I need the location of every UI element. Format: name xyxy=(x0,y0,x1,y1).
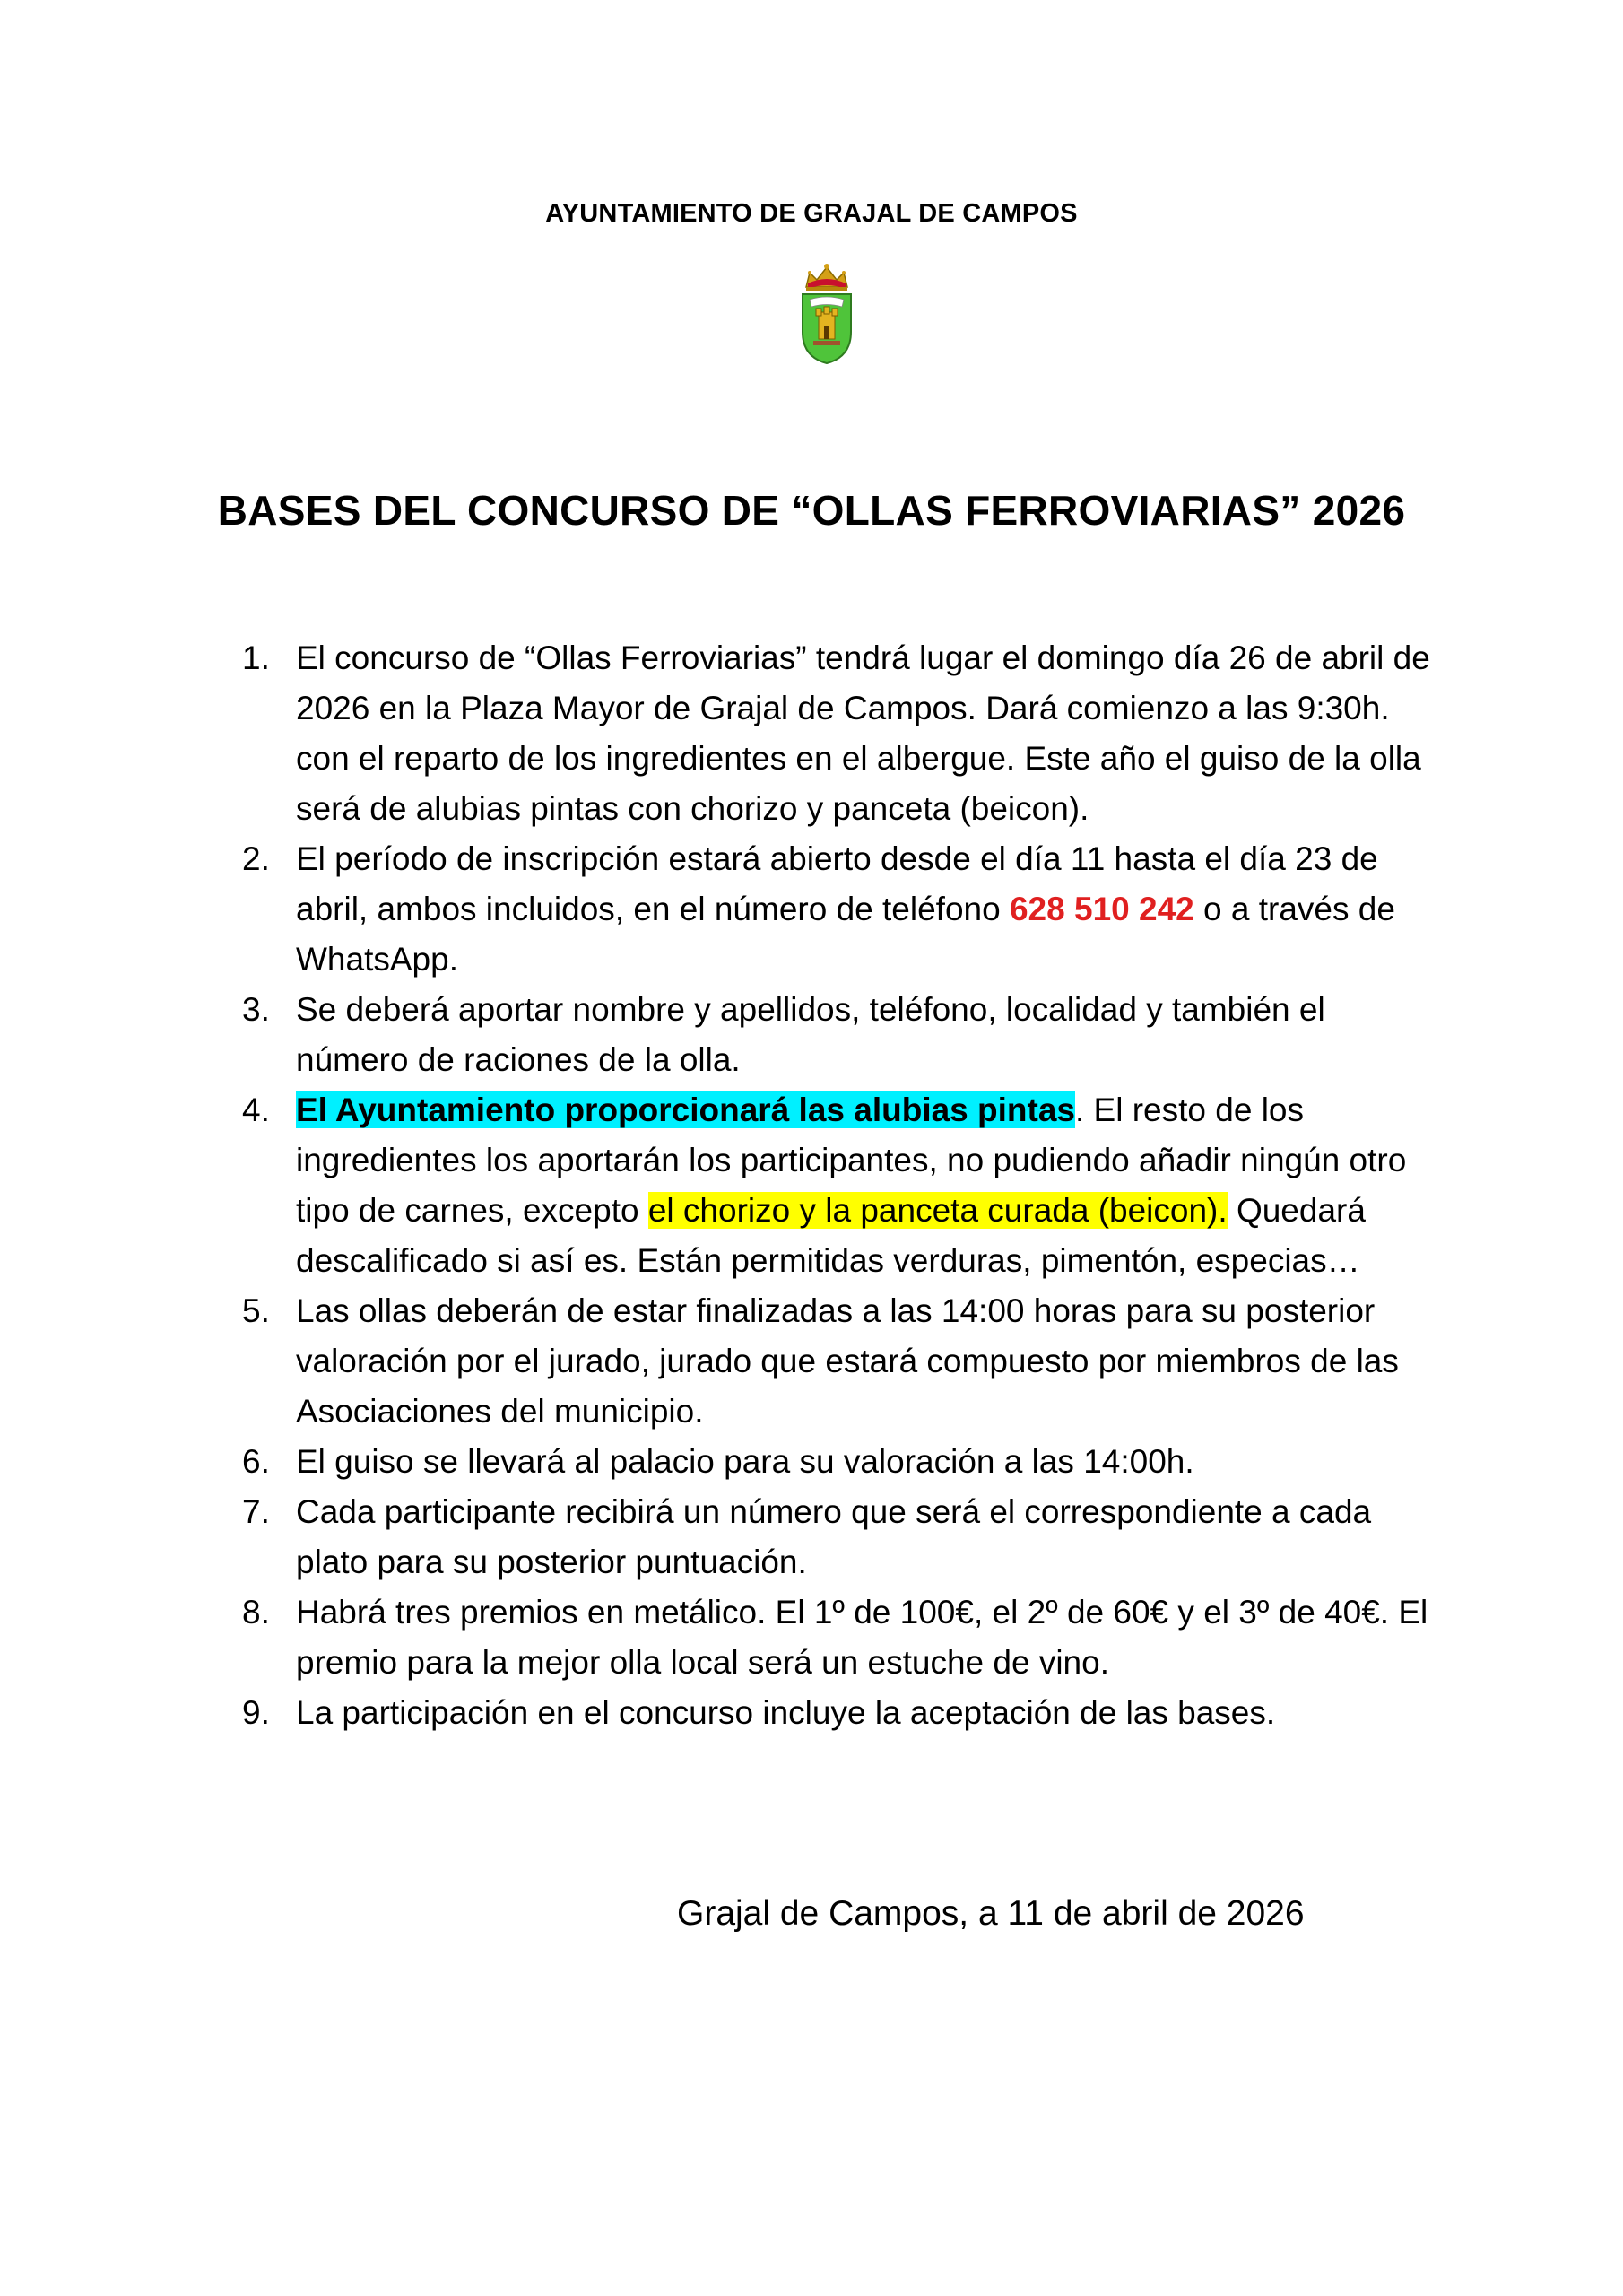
rule-number: 1. xyxy=(242,639,270,676)
rule-item xyxy=(242,834,1444,985)
rule-text: El concurso de “Ollas Ferroviarias” tendrá lugar el domingo día 26 de abril de 2026 en la Plaza Mayor de Grajal de Campos. Dará comienzo a las 9:30h. con el reparto de los ingredientes en el albergue. Este año el guiso de la olla será de alubias pintas con chorizo y panceta (beicon). xyxy=(296,639,1430,827)
rule-number: 8. xyxy=(242,1594,270,1631)
rule-item xyxy=(242,1587,1444,1688)
rule-item xyxy=(242,633,1444,834)
rule-item xyxy=(242,1085,1444,1286)
rule-item xyxy=(242,1487,1444,1587)
organization-header: AYUNTAMIENTO DE GRAJAL DE CAMPOS xyxy=(545,199,1078,228)
rule-number: 4. xyxy=(242,1091,270,1128)
rule-text: o a través de WhatsApp. xyxy=(296,891,1395,978)
rule-text: La participación en el concurso incluye la aceptación de las bases. xyxy=(296,1694,1276,1731)
rule-item xyxy=(242,1688,1444,1738)
rule-item xyxy=(242,1286,1444,1437)
highlighted-text-cyan: El Ayuntamiento proporcionará las alubias pintas xyxy=(296,1091,1075,1128)
rule-number: 5. xyxy=(242,1292,270,1329)
document-title: BASES DEL CONCURSO DE “OLLAS FERROVIARIAS” 2026 xyxy=(217,487,1406,534)
rule-number: 6. xyxy=(242,1443,270,1480)
rule-number: 3. xyxy=(242,991,270,1028)
rules-list xyxy=(242,633,1444,1738)
rule-text: Las ollas deberán de estar finalizadas a las 14:00 horas para su posterior valoración por el jurado, jurado que estará compuesto por miembros de las Asociaciones del municipio. xyxy=(296,1292,1399,1430)
rule-number: 9. xyxy=(242,1694,270,1731)
coat-of-arms-icon xyxy=(799,260,855,366)
rule-number: 7. xyxy=(242,1493,270,1530)
rule-text: Se deberá aportar nombre y apellidos, teléfono, localidad y también el número de raciones de la olla. xyxy=(296,991,1325,1078)
rule-text: Quedará descalificado si así es. Están permitidas verduras, pimentón, especias… xyxy=(296,1192,1366,1279)
phone-number: 628 510 242 xyxy=(1009,891,1194,927)
rule-item xyxy=(242,1437,1444,1487)
rule-text: El período de inscripción estará abierto desde el día 11 hasta el día 23 de abril, ambos incluidos, en el número de teléfono xyxy=(296,840,1378,927)
rule-text: Habrá tres premios en metálico. El 1º de 100€, el 2º de 60€ y el 3º de 40€. El premio para la mejor olla local será un estuche de vino. xyxy=(296,1594,1428,1681)
rule-number: 2. xyxy=(242,840,270,877)
rule-text: El guiso se llevará al palacio para su valoración a las 14:00h. xyxy=(296,1443,1194,1480)
rule-item xyxy=(242,985,1444,1085)
rule-text: Cada participante recibirá un número que será el correspondiente a cada plato para su posterior puntuación. xyxy=(296,1493,1372,1580)
highlighted-text-yellow: el chorizo y la panceta curada (beicon). xyxy=(647,1192,1228,1229)
rule-text: . El resto de los ingredientes los aportarán los participantes, no pudiendo añadir ningún otro tipo de carnes, excepto xyxy=(296,1091,1407,1229)
place-date-line: Grajal de Campos, a 11 de abril de 2026 xyxy=(677,1894,1305,1933)
